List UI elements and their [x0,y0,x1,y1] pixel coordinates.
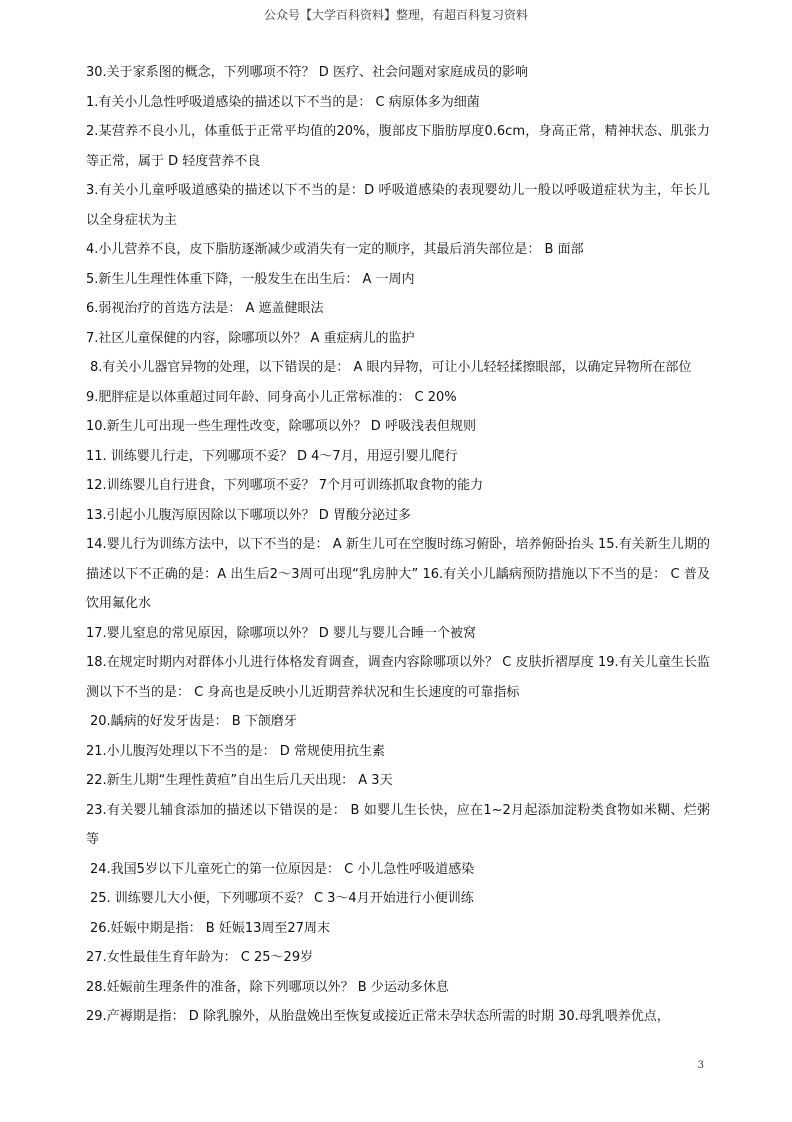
question-line: 23.有关婴儿辅食添加的描述以下错误的是： B 如婴儿生长快，应在1~2月起添加淀粉类食物如米糊、烂粥等 [86,802,710,847]
question-line: 9.肥胖症是以体重超过同年龄、同身高小儿正常标准的： C 20% [86,389,457,405]
question-line: 17.婴儿窒息的常见原因，除哪项以外？ D 婴儿与婴儿合睡一个被窝 [86,625,476,641]
question-line: 13.引起小儿腹泻原因除以下哪项以外？ D 胃酸分泌过多 [86,507,411,523]
question-line: 30.关于家系图的概念，下列哪项不符？ D 医疗、社会问题对家庭成员的影响 [86,65,528,80]
document-body [86,58,710,1032]
question-line: 2.某营养不良小儿，体重低于正常平均值的20%，腹部皮下脂肪厚度0.6cm，身高正常，精神状态、肌张力等正常，属于 D 轻度营养不良 [86,124,710,169]
question-line: 26.妊娠中期是指： B 妊娠13周至27周末 [90,920,330,936]
question-line: 18.在规定时期内对群体小儿进行体格发育调查，调查内容除哪项以外？ C 皮肤折褶厚度 19.有关儿童生长监测以下不当的是： C 身高也是反映小儿近期营养状况和生长速度的可靠指标 [86,655,710,700]
question-line: 27.女性最佳生育年龄为： C 25～29岁 [86,950,314,965]
question-line: 6.弱视治疗的首选方法是： A 遮盖健眼法 [86,301,324,316]
question-line: 14.婴儿行为训练方法中，以下不当的是： A 新生儿可在空腹时练习俯卧，培养俯卧抬头 15.有关新生儿期的描述以下不正确的是：A 出生后2～3周可出现“乳房肿大” 16.有关小儿龋病预防措施以下不当的是： C 普及饮用氟化水 [86,537,710,611]
question-line: 8.有关小儿器官异物的处理，以下错误的是： A 眼内异物，可让小儿轻轻揉擦眼部，以确定异物所在部位 [90,360,692,375]
page-header: 公众号【大学百科资料】整理，有超百科复习资料 [263,8,528,22]
question-line: 24.我国5岁以下儿童死亡的第一位原因是： C 小儿急性呼吸道感染 [90,861,475,877]
question-line: 29.产褥期是指： D 除乳腺外，从胎盘娩出至恢复或接近正常未孕状态所需的时期 30.母乳喂养优点， [86,1009,670,1024]
question-line: 7.社区儿童保健的内容，除哪项以外？ A 重症病儿的监护 [86,330,415,346]
question-line: 12.训练婴儿自行进食，下列哪项不妥？ 7个月可训练抓取食物的能力 [86,478,484,493]
question-line: 11. 训练婴儿行走，下列哪项不妥？ D 4～7月，用逗引婴儿爬行 [86,448,458,464]
question-line: 21.小儿腹泻处理以下不当的是： D 常规使用抗生素 [86,743,385,759]
question-line: 4.小儿营养不良，皮下脂肪逐渐减少或消失有一定的顺序，其最后消失部位是： B 面部 [86,242,584,257]
question-line: 5.新生儿生理性体重下降，一般发生在出生后： A 一周内 [86,271,415,287]
question-line: 20.龋病的好发牙齿是： B 下颌磨牙 [90,714,297,729]
question-line: 25. 训练婴儿大小便，下列哪项不妥？ C 3～4月开始进行小便训练 [90,891,474,906]
question-line: 22.新生儿期“生理性黄疸”自出生后几天出现： A 3天 [86,773,393,788]
question-line: 10.新生儿可出现一些生理性改变，除哪项以外？ D 呼吸浅表但规则 [86,419,476,434]
question-line: 28.妊娠前生理条件的准备，除下列哪项以外？ B 少运动多休息 [86,979,449,995]
question-line: 1.有关小儿急性呼吸道感染的描述以下不当的是： C 病原体多为细菌 [86,94,480,110]
page-number: 3 [697,1060,704,1071]
question-line: 3.有关小儿童呼吸道感染的描述以下不当的是：D 呼吸道感染的表现婴幼儿一般以呼吸道症状为主，年长儿以全身症状为主 [86,183,710,228]
